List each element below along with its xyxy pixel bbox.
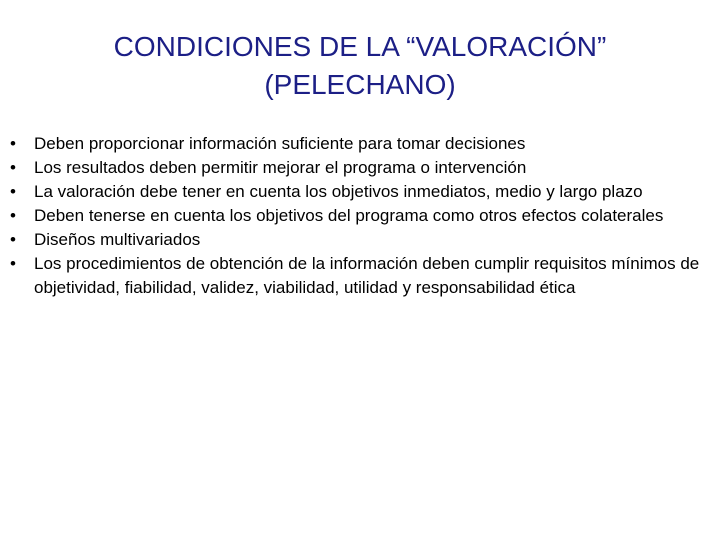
bullet-list [4, 132, 710, 300]
bullet-text: Los resultados deben permitir mejorar el programa o intervención [34, 158, 527, 177]
slide-title-line-1: CONDICIONES DE LA “VALORACIÓN” [113, 31, 607, 62]
bullet-icon: • [10, 158, 16, 177]
list-item [4, 180, 710, 204]
slide-title [20, 28, 700, 104]
bullet-icon: • [10, 230, 16, 249]
bullet-text: La valoración debe tener en cuenta los objetivos inmediatos, medio y largo plazo [34, 182, 643, 201]
bullet-text: Diseños multivariados [34, 230, 201, 249]
bullet-icon: • [10, 134, 16, 153]
bullet-icon: • [10, 254, 16, 273]
list-item [4, 156, 710, 180]
bullet-text: Los procedimientos de obtención de la información deben cumplir requisitos mínimos de objetividad, fiabilidad, validez, viabilidad, utilidad y responsabilidad ética [34, 254, 700, 297]
bullet-icon: • [10, 182, 16, 201]
slide-title-line-2: (PELECHANO) [264, 69, 456, 100]
list-item [4, 252, 710, 300]
bullet-text: Deben proporcionar información suficiente para tomar decisiones [34, 134, 526, 153]
list-item [4, 228, 710, 252]
bullet-text: Deben tenerse en cuenta los objetivos del programa como otros efectos colaterales [34, 206, 664, 225]
list-item [4, 132, 710, 156]
bullet-icon: • [10, 206, 16, 225]
list-item [4, 204, 710, 228]
